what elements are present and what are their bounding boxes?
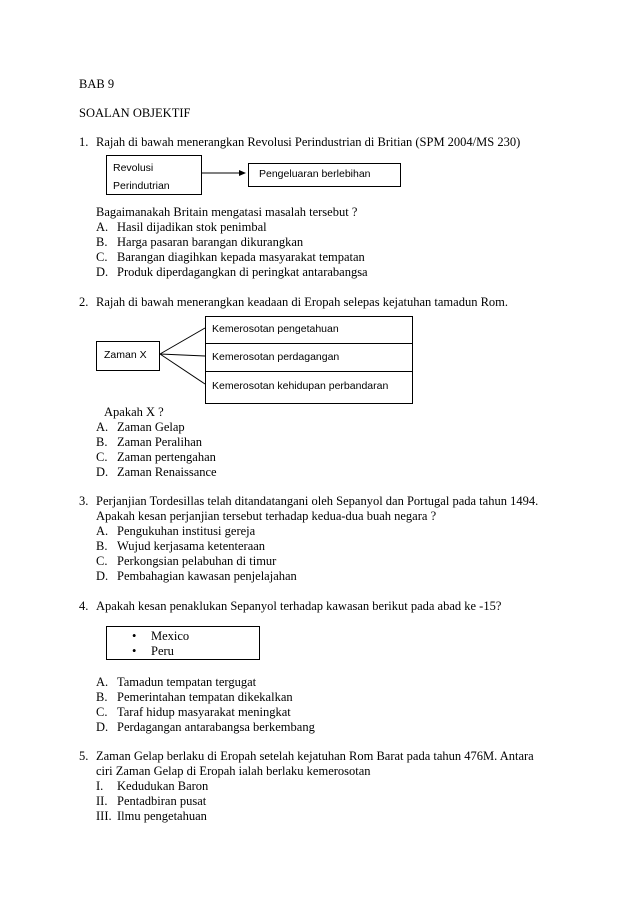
q3-text-line2: Apakah kesan perjanjian tersebut terhadap kedua-dua buah negara ? bbox=[96, 509, 437, 523]
q1-option-b-text: Harga pasaran barangan dikurangkan bbox=[117, 235, 304, 249]
q2-option-d-letter: D. bbox=[96, 465, 109, 479]
q1-question: Bagaimanakah Britain mengatasi masalah tersebut ? bbox=[96, 205, 358, 219]
q5-item-2-text: Pentadbiran pusat bbox=[117, 794, 207, 808]
q3-text-line1: Perjanjian Tordesillas telah ditandatangani oleh Sepanyol dan Portugal pada tahun 1494. bbox=[96, 494, 539, 508]
q4-number: 4. bbox=[79, 599, 89, 613]
q1-option-c-text: Barangan diagihkan kepada masyarakat tempatan bbox=[117, 250, 365, 264]
q3-option-b-letter: B. bbox=[96, 539, 108, 553]
q1-box-revolusi-line2: Perindutrian bbox=[113, 180, 170, 192]
q5-text-line2: ciri Zaman Gelap di Eropah ialah berlaku kemerosotan bbox=[96, 764, 371, 778]
q3-option-c-text: Perkongsian pelabuhan di timur bbox=[117, 554, 277, 568]
q5-number: 5. bbox=[79, 749, 89, 763]
q4-option-b-letter: B. bbox=[96, 690, 108, 704]
q1-number: 1. bbox=[79, 135, 89, 149]
q5-item-3-text: Ilmu pengetahuan bbox=[117, 809, 207, 823]
q5-item-1-numeral: I. bbox=[96, 779, 104, 793]
q2-effect-2: Kemerosotan perdagangan bbox=[206, 344, 412, 372]
q5-item-3-numeral: III. bbox=[96, 809, 112, 823]
q2-option-c-text: Zaman pertengahan bbox=[117, 450, 216, 464]
q4-option-d-letter: D. bbox=[96, 720, 109, 734]
q4-bullet-1: • bbox=[132, 629, 137, 643]
q2-effect-1: Kemerosotan pengetahuan bbox=[206, 317, 412, 344]
q3-number: 3. bbox=[79, 494, 89, 508]
q2-option-b-letter: B. bbox=[96, 435, 108, 449]
q2-text: Rajah di bawah menerangkan keadaan di Eropah selepas kejatuhan tamadun Rom. bbox=[96, 295, 509, 309]
q4-bullet-2: • bbox=[132, 644, 137, 658]
q1-text: Rajah di bawah menerangkan Revolusi Perindustrian di Britian (SPM 2004/MS 230) bbox=[96, 135, 521, 149]
q2-question: Apakah X ? bbox=[104, 405, 164, 419]
q4-option-b-text: Pemerintahan tempatan dikekalkan bbox=[117, 690, 293, 704]
q1-option-a-letter: A. bbox=[96, 220, 109, 234]
q2-effects-table bbox=[205, 316, 413, 404]
q3-option-c-letter: C. bbox=[96, 554, 108, 568]
q2-option-c-letter: C. bbox=[96, 450, 108, 464]
section-title: SOALAN OBJEKTIF bbox=[79, 106, 191, 120]
q5-text-line1: Zaman Gelap berlaku di Eropah setelah kejatuhan Rom Barat pada tahun 476M. Antara bbox=[96, 749, 534, 763]
q4-option-a-letter: A. bbox=[96, 675, 109, 689]
q4-places-box bbox=[106, 626, 260, 660]
q3-option-a-text: Pengukuhan institusi gereja bbox=[117, 524, 256, 538]
chapter-title: BAB 9 bbox=[79, 77, 115, 91]
q4-option-d-text: Perdagangan antarabangsa berkembang bbox=[117, 720, 315, 734]
q2-option-d-text: Zaman Renaissance bbox=[117, 465, 217, 479]
q4-place-peru: Peru bbox=[151, 644, 174, 658]
q3-option-b-text: Wujud kerjasama ketenteraan bbox=[117, 539, 266, 553]
q1-option-b-letter: B. bbox=[96, 235, 108, 249]
q1-option-a-text: Hasil dijadikan stok penimbal bbox=[117, 220, 267, 234]
q2-box-zaman-x: Zaman X bbox=[96, 341, 160, 371]
q1-option-c-letter: C. bbox=[96, 250, 108, 264]
q2-effect-3: Kemerosotan kehidupan perbandaran bbox=[212, 380, 389, 392]
q3-option-d-text: Pembahagian kawasan penjelajahan bbox=[117, 569, 297, 583]
q5-item-1-text: Kedudukan Baron bbox=[117, 779, 209, 793]
q4-place-mexico: Mexico bbox=[151, 629, 190, 643]
q4-text: Apakah kesan penaklukan Sepanyol terhadap kawasan berikut pada abad ke -15? bbox=[96, 599, 502, 613]
q1-option-d-text: Produk diperdagangkan di peringkat antarabangsa bbox=[117, 265, 368, 279]
q3-option-a-letter: A. bbox=[96, 524, 109, 538]
q4-option-c-text: Taraf hidup masyarakat meningkat bbox=[117, 705, 291, 719]
q2-option-b-text: Zaman Peralihan bbox=[117, 435, 203, 449]
q1-box-revolusi-line1: Revolusi bbox=[113, 162, 154, 174]
q3-option-d-letter: D. bbox=[96, 569, 109, 583]
q4-option-a-text: Tamadun tempatan tergugat bbox=[117, 675, 257, 689]
q2-number: 2. bbox=[79, 295, 89, 309]
q5-item-2-numeral: II. bbox=[96, 794, 108, 808]
q2-option-a-letter: A. bbox=[96, 420, 109, 434]
q4-option-c-letter: C. bbox=[96, 705, 108, 719]
q1-option-d-letter: D. bbox=[96, 265, 109, 279]
q2-option-a-text: Zaman Gelap bbox=[117, 420, 185, 434]
q1-box-pengeluaran: Pengeluaran berlebihan bbox=[248, 163, 401, 187]
